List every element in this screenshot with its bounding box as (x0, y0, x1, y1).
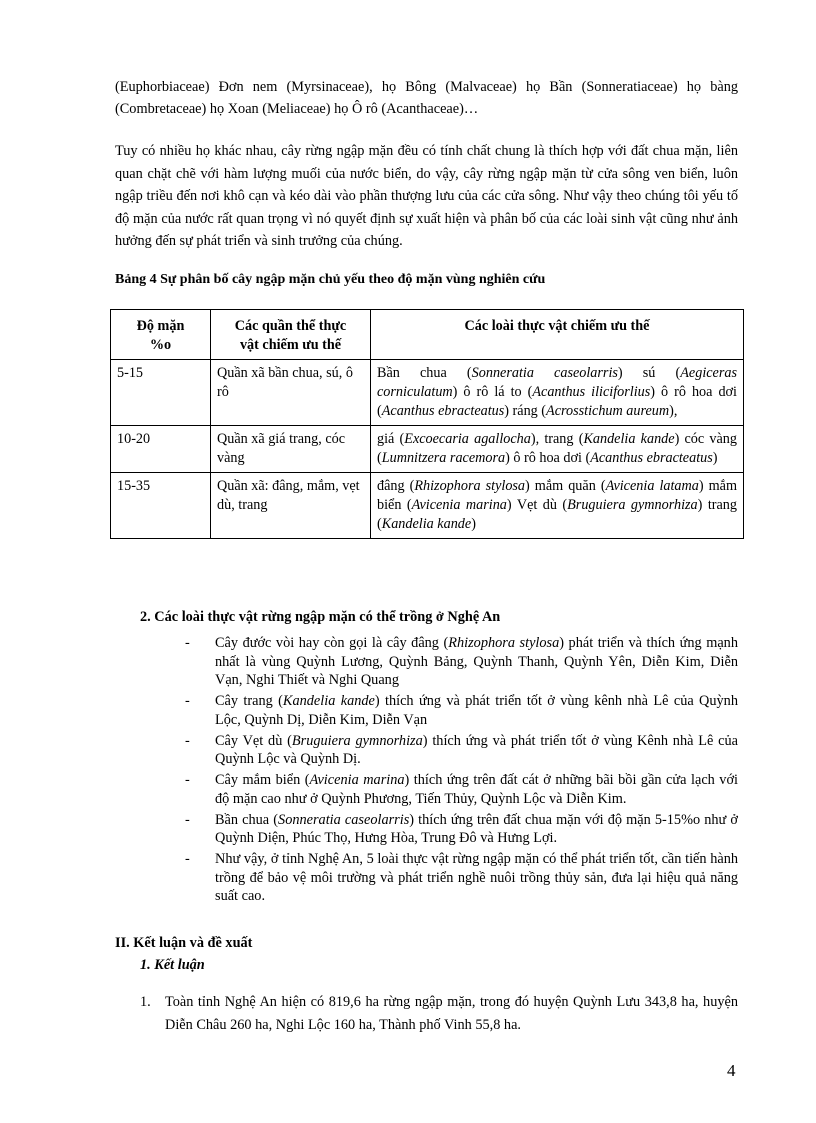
species-scientific-name: Acanthus ebracteatus (590, 450, 713, 466)
cell-salinity: 10-20 (111, 426, 211, 473)
section-heading-conclusion: II. Kết luận và đề xuất (115, 935, 253, 951)
table-row (111, 360, 744, 426)
sub-heading-conclusion: 1. Kết luận (140, 957, 205, 973)
header-salinity-line1: Độ mặn (136, 318, 185, 334)
species-scientific-name: Sonneratia caseolarris (278, 811, 410, 828)
species-scientific-name: Lumnitzera racemora (381, 450, 506, 466)
paragraph-plant-families: (Euphorbiaceae) Đơn nem (Myrsinaceae), họ Bông (Malvaceae) họ Bần (Sonneratiaceae) họ bàng (Combretaceae) họ Xoan (Meliaceae) họ Ô rô (Acanthaceae)… (115, 79, 738, 117)
conclusion-item-text: Toàn tỉnh Nghệ An hiện có 819,6 ha rừng ngập mặn, trong đó huyện Quỳnh Lưu 343,8 ha, huyện Diễn Châu 260 ha, Nghi Lộc 160 ha, Thành phố Vinh 55,8 ha. (165, 994, 738, 1033)
species-scientific-name: Rhizophora stylosa (414, 478, 526, 494)
section-heading-plantable-species: 2. Các loài thực vật rừng ngập mặn có thể trồng ở Nghệ An (140, 609, 501, 625)
cell-community: Quần xã bần chua, sú, ô rô (211, 360, 371, 426)
header-community (211, 310, 371, 360)
plantable-species-list (185, 634, 738, 908)
species-scientific-name: Excoecaria agallocha (404, 431, 531, 447)
salinity-distribution-table (110, 309, 744, 539)
species-scientific-name: Avicenia marina (309, 772, 405, 788)
conclusion-item (115, 991, 738, 1037)
species-scientific-name: Bruguiera gymnorhiza (567, 497, 698, 513)
cell-community: Quần xã giá trang, cóc vàng (211, 426, 371, 473)
cell-salinity: 5-15 (111, 360, 211, 426)
species-scientific-name: Kandelia kande (381, 516, 472, 532)
page-number: 4 (727, 1061, 736, 1080)
species-scientific-name: Acrosstichum aureum (546, 403, 670, 419)
species-scientific-name: Rhizophora stylosa (448, 635, 560, 651)
header-community-line1: Các quần thể thực (234, 318, 347, 334)
table-header-row (111, 310, 744, 360)
cell-species: giá (Excoecaria agallocha), trang (Kandelia kande) cóc vàng (Lumnitzera racemora) ô rô hoa dơi (Acanthus ebracteatus) (371, 426, 744, 473)
list-item: - Cây Vẹt dù (Bruguiera gymnorhiza) thích ứng và phát triển tốt ở vùng Kênh nhà Lê của Quỳnh Lộc và Quỳnh Dị. (185, 732, 738, 769)
header-salinity (111, 310, 211, 360)
header-salinity-line2: %o (149, 337, 172, 353)
species-scientific-name: Acanthus iliciforlius (532, 384, 651, 400)
species-scientific-name: Bruguiera gymnorhiza (291, 732, 423, 749)
species-scientific-name: Avicenia marina (411, 497, 507, 513)
header-community-line2: vật chiếm ưu thế (239, 337, 342, 353)
species-scientific-name: Acanthus ebracteatus (381, 403, 505, 419)
table-caption: Bảng 4 Sự phân bố cây ngập mặn chủ yếu theo độ mặn vùng nghiên cứu (115, 272, 546, 287)
list-item: - Cây mắm biển (Avicenia marina) thích ứng trên đất cát ở những bãi bồi gần cửa lạch với độ mặn cao như ở Quỳnh Phương, Tiến Thủy, Quỳnh Lộc và Diễn Kim. (185, 771, 738, 808)
header-species: Các loài thực vật chiếm ưu thế (371, 310, 744, 360)
species-scientific-name: Sonneratia caseolarris (471, 365, 618, 381)
list-item: - Cây đước vòi hay còn gọi là cây đâng (Rhizophora stylosa) phát triển và thích ứng mạnh nhất là vùng Quỳnh Lương, Quỳnh Bảng, Quỳnh Thanh, Quỳnh Yên, Diễn Kim, Diễn Vạn, Nghi Thiết và Nghi Quang (185, 634, 738, 690)
species-scientific-name: Avicenia latama (605, 478, 699, 494)
species-scientific-name: Kandelia kande (583, 431, 675, 447)
list-item: - Như vậy, ở tỉnh Nghệ An, 5 loài thực vật rừng ngập mặn có thể phát triển tốt, cần tiến hành trồng để bảo vệ môi trường và phát triển nghề nuôi trồng thủy sản, đưa lại hiệu quả năng suất cao. (185, 850, 738, 906)
table-row (111, 473, 744, 539)
list-item: - Cây trang (Kandelia kande) thích ứng và phát triển tốt ở vùng kênh nhà Lê của Quỳnh Lộc, Quỳnh Dị, Diễn Kim, Diễn Vạn (185, 692, 738, 729)
cell-salinity: 15-35 (111, 473, 211, 539)
table-row (111, 426, 744, 473)
species-scientific-name: Aegiceras corniculatum (377, 365, 737, 400)
cell-species: đâng (Rhizophora stylosa) mắm quăn (Avicenia latama) mắm biển (Avicenia marina) Vẹt dù (Bruguiera gymnorhiza) trang (Kandelia kande) (371, 473, 744, 539)
list-item: - Bần chua (Sonneratia caseolarris) thích ứng trên đất chua mặn với độ mặn 5-15%o như ở Quỳnh Diện, Phúc Thọ, Hưng Hòa, Trung Đô và Hưng Lợi. (185, 811, 738, 848)
species-scientific-name: Kandelia kande (282, 693, 375, 709)
conclusion-item-number: 1. (140, 994, 151, 1010)
cell-community: Quần xã: đâng, mắm, vẹt dù, trang (211, 473, 371, 539)
paragraph-salinity-importance: Tuy có nhiều họ khác nhau, cây rừng ngập mặn đều có tính chất chung là thích hợp với đất chua mặn, liên quan chặt chẽ với hàm lượng muối của nước biển, do vậy, cây rừng ngập mặn từ cửa sông ven biển, luôn ngập triều đến nơi khô cạn và kéo dài vào phần thượng lưu của các cửa sông. Như vậy theo chúng tôi yếu tố độ mặn của nước rất quan trọng vì nó quyết định sự xuất hiện và phân bố của các loài sinh vật cũng như ảnh hưởng đến sự phát triển và sinh trưởng của chúng. (115, 143, 738, 249)
cell-species: Bần chua (Sonneratia caseolarris) sú (Aegiceras corniculatum) ô rô lá to (Acanthus iliciforlius) ô rô hoa dơi (Acanthus ebracteatus) ráng (Acrosstichum aureum), (371, 360, 744, 426)
